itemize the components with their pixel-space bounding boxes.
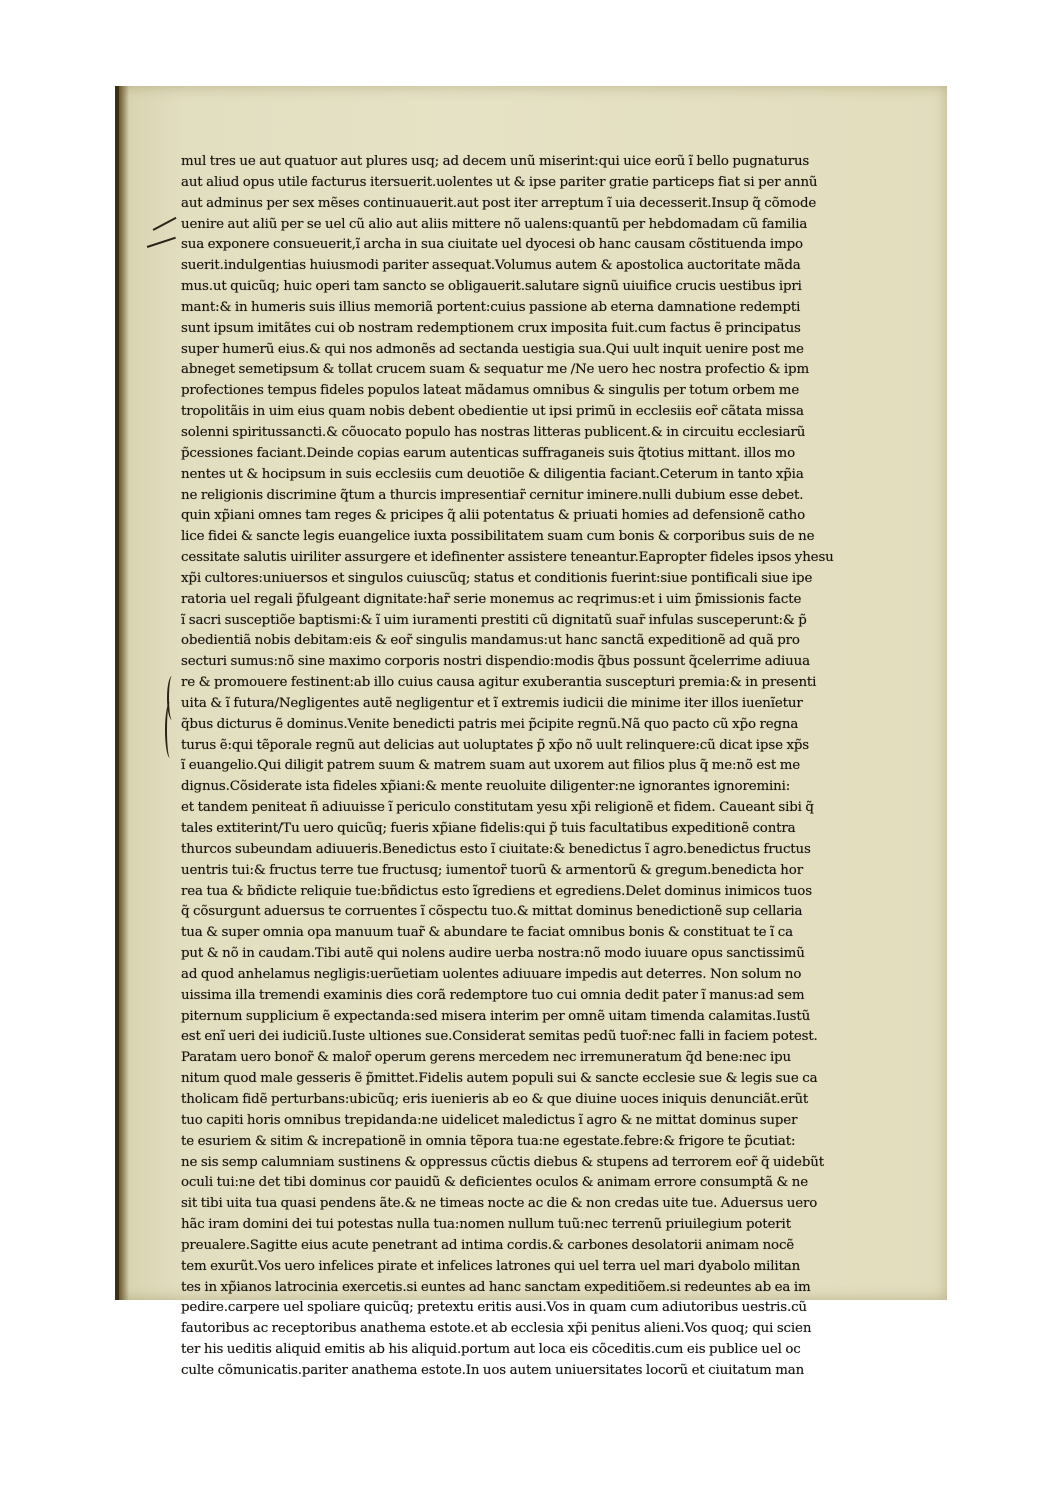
text-line: super humerũ eius.& qui nos admonẽs ad sectanda uestigia sua.Qui uult inquit uenire post me [181, 341, 804, 357]
text-line: piternum supplicium ẽ expectanda:sed misera interim per omnẽ uitam timenda calamitas.Iustũ [181, 1008, 811, 1024]
text-line: secturi sumus:nõ sine maximo corporis nostri dispendio:modis q̃bus possunt q̃celerrime adiuua [181, 654, 810, 670]
text-line: uita & ĩ futura/Negligentes autẽ negligentur et ĩ extremis iudicii die minime iter illos iuenĩetur [181, 695, 803, 711]
text-line: rea tua & bñdicte reliquie tue:bñdictus esto ĩgrediens et egrediens.Delet dominus inimicos tuos [181, 883, 812, 899]
text-line: tholicam fidẽ perturbans:ubicũq; eris iuenieris ab eo & que diuine uoces iniquis denunciãt.erũt [181, 1091, 809, 1107]
text-line: thurcos subeundam adiuueris.Benedictus esto ĩ ciuitate:& benedictus ĩ agro.benedictus fructus [181, 841, 811, 857]
text-line: quin xp̃iani omnes tam reges & pricipes q̃ alii potentatus & priuati homies ad defensionẽ catho [181, 508, 806, 524]
text-line: solenni spiritussancti.& cõuocato populo has nostras litteras publicent.& in circuitu ecclesiarũ [181, 424, 806, 440]
text-line: q̃ cõsurgunt aduersus te corruentes ĩ cõspectu tuo.& mittat dominus benedictionẽ sup cellaria [181, 904, 803, 920]
text-line: mul tres ue aut quatuor aut plures usq; ad decem unũ miserint:qui uice eorũ ĩ bello pugnaturus [181, 154, 810, 169]
text-line: obedientiã nobis debitam:eis & eor̃ singulis mandamus:ut hanc sanctã expeditionẽ ad quã pro [181, 633, 800, 649]
text-line: profectiones tempus fideles populos lateat mãdamus omnibus & singulis per totum orbem me [181, 383, 800, 399]
text-line: tuo capiti horis omnibus trepidanda:ne uidelicet maledictus ĩ agro & ne mittat dominus super [181, 1112, 798, 1128]
margin-annotation-stroke [147, 237, 176, 248]
text-line: turus ẽ:qui tẽporale regnũ aut delicias aut uoluptates p̃ xp̃o nõ uult relinquere:cũ dicat ipse xp̃s [181, 737, 809, 753]
text-line: te esuriem & sitim & increpationẽ in omnia tẽpora tua:ne egestate.febre:& frigore te p̃cutiat: [181, 1133, 796, 1149]
text-block [181, 152, 923, 1382]
scanned-page [115, 86, 947, 1378]
margin-annotation-stroke [153, 217, 177, 231]
text-line: sua exponere consueuerit,ĩ archa in sua ciuitate uel dyocesi ob hanc causam cõstituenda impo [181, 237, 803, 253]
text-line: oculi tui:ne det tibi dominus cor pauidũ & deficientes oculos & animam errore consumptã & ne [181, 1175, 809, 1191]
text-line: cessitate salutis uiriliter assurgere et idefinenter assistere teneantur.Eapropter fideles ipsos yhesu [181, 550, 834, 566]
text-line: mus.ut quicũq; huic operi tam sancto se obligauerit.salutare signũ uiuifice crucis uestibus ipri [181, 279, 802, 295]
text-line: tem exurũt.Vos uero infelices pirate et infelices latrones qui uel terra uel mari dyabolo militan [181, 1258, 801, 1274]
text-line: mant:& in humeris suis illius memoriã portent:cuius passione ab eterna damnatione redempti [181, 299, 801, 315]
text-line: fautoribus ac receptoribus anathema estote.et ab ecclesia xp̃i penitus alieni.Vos quoq; qui scien [181, 1321, 812, 1337]
text-line: lice fidei & sancte legis euangelice iuxta possibilitatem suam cum bonis & corporibus suis de ne [181, 529, 815, 545]
text-line: tales extiterint/Tu uero quicũq; fueris xp̃iane fidelis:qui p̃ tuis facultatibus expeditionẽ contra [181, 821, 796, 836]
text-line: aut adminus per sex mẽses continuauerit.aut post iter arreptum ĩ uia decesserit.Insup q̃ cõmode [181, 195, 817, 211]
text-line: pedire.carpere uel spoliare quicũq; pretextu eritis ausi.Vos in quam cum adiutoribus uestris.cũ [181, 1300, 807, 1316]
text-line: dignus.Cõsiderate ista fideles xp̃iani:& mente reuoluite diligenter:ne ignorantes ignoremini: [181, 779, 791, 795]
text-line: ne sis semp calumniam sustinens & oppressus cũctis diebus & stupens ad terrorem eor̃ q̃ uidebũt [181, 1154, 824, 1170]
text-line: Paratam uero bonor̃ & malor̃ operum gerens mercedem nec irremuneratum q̃d bene:nec ipu [181, 1050, 792, 1066]
text-line: uentris tui:& fructus terre tue fructusq; iumentor̃ tuorũ & armentorũ & gregum.benedicta hor [181, 862, 803, 878]
text-line: tua & super omnia opa manuum tuar̃ & abundare te faciat omnibus bonis & constituat te ĩ ca [181, 925, 793, 941]
text-line: ter his ueditis aliquid emitis ab his aliquid.portum aut loca eis cõceditis.cum eis publice uel oc [181, 1342, 801, 1358]
text-line: abneget semetipsum & tollat crucem suam & sequatur me /Ne uero hec nostra profectio & ipm [181, 362, 810, 378]
margin-annotation-mark [165, 702, 175, 758]
text-line: et tandem peniteat ñ adiuuisse ĩ periculo constitutam yesu xp̃i religionẽ et fidem. Caueant sibi q̃ [181, 800, 814, 816]
text-line: tropolitãis in uim eius quam nobis debent obedientie ut ipsi primũ in ecclesiis eor̃ cãtata missa [181, 404, 804, 420]
text-line: ĩ euangelio.Qui diligit patrem suum & matrem suam aut uxorem aut filios plus q̃ me:nõ est me [181, 758, 801, 774]
text-line: put & nõ in caudam.Tibi autẽ qui nolens audire uerba nostra:nõ modo iuuare opus sanctissimũ [181, 946, 805, 962]
text-line: aut aliud opus utile facturus itersuerit.uolentes ut & ipse pariter gratie particeps fiat si per annũ [181, 174, 818, 190]
text-line: sit tibi uita tua quasi pendens ãte.& ne timeas nocte ac die & non credas uite tue. Aduersus uero [181, 1196, 818, 1212]
text-line: ad quod anhelamus negligis:uerũetiam uolentes adiuuare impedis aut deterres. Non solum no [181, 966, 802, 982]
text-line: q̃bus dicturus ẽ dominus.Venite benedicti patris mei p̃cipite regnũ.Nã quo pacto cũ xp̃o regna [181, 716, 799, 732]
text-line: sunt ipsum imitãtes cui ob nostram redemptionem crux imposita fuit.cum factus ẽ principatus [181, 320, 801, 336]
text-line: re & promouere festinent:ab illo cuius causa agitur exuberantia suscepturi premia:& in presenti [181, 675, 817, 691]
text-line: hãc iram domini dei tui potestas nulla tua:nomen nullum tuũ:nec terrenũ priuilegium poterit [181, 1217, 791, 1233]
text-line: xp̃i cultores:uniuersos et singulos cuiuscũq; status et conditionis fuerint:siue pontificali siue ipe [181, 570, 813, 586]
text-line: uenire aut aliũ per se uel cũ alio aut aliis mittere nõ ualens:quantũ per hebdomadam cũ familia [181, 216, 808, 232]
text-line: ratoria uel regali p̃fulgeant dignitate:har̃ serie monemus ac reqrimus:et i uim p̃missionis facte [181, 591, 802, 607]
text-line: suerit.indulgentias huiusmodi pariter assequat.Volumus autem & apostolica auctoritate mãda [181, 258, 801, 274]
text-line: preualere.Sagitte eius acute penetrant ad intima cordis.& carbones desolatorii animam nocẽ [181, 1237, 795, 1253]
text-line: uissima illa tremendi examinis dies corã redemptore tuo cui omnia dedit pater ĩ manus:ad sem [181, 987, 805, 1003]
text-line: nitum quod male gesseris ẽ p̃mittet.Fidelis autem populi sui & sancte ecclesie sue & legis sue ca [181, 1071, 818, 1087]
text-line: tes in xp̃ianos latrocinia exercetis.si euntes ad hanc sanctam expeditiõem.si redeuntes ab ea im [181, 1279, 811, 1295]
text-line: p̃cessiones faciant.Deinde copias earum autenticas suffraganeis suis q̃totius mittant. illos mo [181, 445, 796, 461]
text-line: nentes ut & hocipsum in suis ecclesiis cum deuotiõe & diligentia faciant.Ceterum in tanto xp̃ia [181, 466, 804, 482]
text-line: ne religionis discrimine q̃tum a thurcis impresentiar̃ cernitur iminere.nulli dubium esse debet. [181, 487, 804, 503]
text-line: est enĩ ueri dei iudiciũ.Iuste ultiones sue.Considerat semitas pedũ tuor̃:nec falli in faciem potest. [181, 1029, 818, 1045]
text-line: ĩ sacri susceptiõe baptismi:& ĩ uim iuramenti prestiti cũ dignitatũ suar̃ infulas susceperunt:& p̃ [181, 612, 807, 628]
text-line: culte cõmunicatis.pariter anathema estote.In uos autem uniuersitates locorũ et ciuitatum man [181, 1362, 805, 1378]
